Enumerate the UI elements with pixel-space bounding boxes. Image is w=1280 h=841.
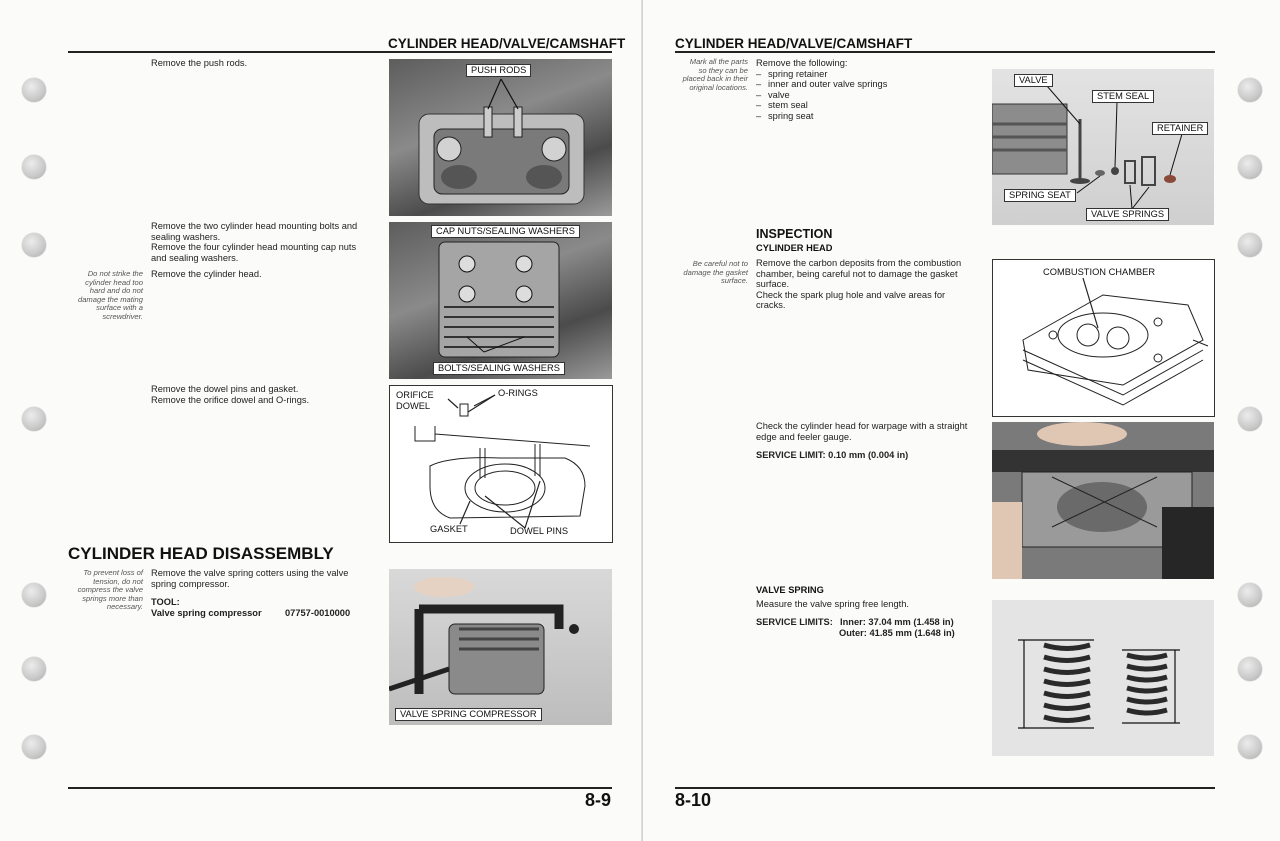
binder-hole	[22, 233, 46, 257]
list-item-text: stem seal	[768, 100, 808, 110]
push-rods-label: PUSH RODS	[466, 64, 531, 77]
binder-hole	[1238, 233, 1262, 257]
header-rule	[68, 51, 612, 53]
footer-rule	[675, 787, 1215, 789]
remove-list	[756, 58, 887, 121]
valve-label: VALVE	[1014, 74, 1053, 87]
note-line: compress the valve	[77, 585, 143, 595]
bolts-label: BOLTS/SEALING WASHERS	[433, 362, 565, 375]
note-line: Mark all the parts	[689, 57, 748, 66]
tool-heading: TOOL:	[151, 597, 180, 607]
note-line: cylinder head too	[85, 277, 143, 287]
note-line: original locations.	[689, 82, 748, 92]
remove-heading: Remove the following:	[756, 58, 848, 68]
binder-hole	[1238, 657, 1262, 681]
note-line: damage the mating	[77, 294, 143, 304]
margin-note-strike	[62, 270, 143, 322]
page-right	[643, 0, 1280, 841]
margin-note-mark-parts	[653, 58, 748, 92]
push-rods-photo	[389, 59, 612, 216]
step-remove-cotters	[151, 568, 383, 589]
service-limits-label: SERVICE LIMITS:	[756, 617, 833, 627]
dowel-pins-label: DOWEL PINS	[510, 526, 569, 536]
dowel-label: DOWEL	[396, 401, 431, 411]
tool-number: 07757-0010000	[285, 608, 351, 618]
inspection-title: INSPECTION	[756, 227, 833, 241]
text-line: Remove the carbon deposits from the combustion	[756, 258, 962, 268]
cap-nuts-label: CAP NUTS/SEALING WASHERS	[431, 225, 580, 238]
note-line: Be careful not to	[692, 259, 748, 268]
note-line: so they can be	[698, 65, 748, 75]
cylinder-head-heading: CYLINDER HEAD	[756, 243, 833, 253]
step-remove-cylinder-head: Remove the cylinder head.	[151, 269, 262, 279]
binder-hole	[22, 407, 46, 431]
compressor-label: VALVE SPRING COMPRESSOR	[395, 708, 542, 721]
text-line: Remove the four cylinder head mounting cap nuts	[151, 242, 357, 252]
cylinder-illustration	[389, 222, 612, 379]
engine-illustration	[389, 59, 612, 216]
binder-hole	[22, 78, 46, 102]
list-item-text: spring retainer	[768, 68, 828, 79]
text-line: spring compressor.	[151, 578, 230, 589]
margin-note-tension	[62, 569, 143, 612]
valve-spring-text: Measure the valve spring free length.	[756, 599, 909, 609]
header-rule	[675, 51, 1215, 53]
list-item-text: valve	[768, 89, 790, 100]
combustion-chamber-label: COMBUSTION CHAMBER	[1043, 267, 1156, 277]
cap-nuts-photo	[389, 222, 612, 379]
binder-hole	[1238, 155, 1262, 179]
warpage-illustration	[992, 422, 1214, 579]
valve-springs-illustration	[992, 600, 1214, 756]
binder-hole	[22, 583, 46, 607]
list-item: – spring seat	[756, 110, 814, 121]
step-remove-dowel-pins	[151, 384, 309, 405]
text-line: Remove the orifice dowel and O-rings.	[151, 394, 310, 405]
text-line: Remove the two cylinder head mounting bolts and	[151, 221, 358, 231]
list-item: – spring retainer	[756, 68, 828, 79]
note-line: surface.	[720, 276, 748, 286]
binder-hole	[1238, 407, 1262, 431]
list-item: – valve	[756, 89, 790, 100]
list-item-text: inner and outer valve springs	[768, 79, 888, 89]
page-number: 8-9	[585, 790, 612, 810]
note-line: damage the gasket	[683, 267, 748, 277]
step-remove-push-rods: Remove the push rods.	[151, 58, 248, 68]
text-line: and sealing washers.	[151, 252, 239, 263]
text-line: sealing washers.	[151, 231, 221, 242]
margin-note-careful	[653, 260, 748, 286]
valve-springs-label: VALVE SPRINGS	[1086, 208, 1169, 221]
note-line: necessary.	[106, 602, 143, 612]
text-line: surface.	[756, 279, 790, 289]
text-line: Check the spark plug hole and valve areas for	[756, 289, 946, 300]
gasket-label: GASKET	[430, 524, 468, 534]
valve-parts-photo	[992, 69, 1214, 225]
retainer-label: RETAINER	[1152, 122, 1208, 135]
note-line: tension, do not	[93, 576, 143, 586]
step-remove-bolts	[151, 221, 383, 263]
binder-hole	[22, 657, 46, 681]
text-line: edge and feeler gauge.	[756, 431, 852, 442]
warpage-text	[756, 421, 988, 442]
binder-hole	[1238, 78, 1262, 102]
service-limit: SERVICE LIMIT: 0.10 mm (0.004 in)	[756, 450, 909, 460]
text-line: Remove the dowel pins and gasket.	[151, 384, 299, 394]
page-header: CYLINDER HEAD/VALVE/CAMSHAFT	[388, 36, 626, 51]
tool-name: Valve spring compressor	[151, 608, 262, 618]
service-limit-inner: Inner: 37.04 mm (1.458 in)	[840, 617, 954, 627]
section-title: CYLINDER HEAD DISASSEMBLY	[68, 544, 334, 563]
compressor-illustration	[389, 569, 612, 725]
text-line: Remove the valve spring cotters using the valve	[151, 568, 349, 578]
note-line: hard and do not	[89, 286, 143, 296]
note-line: screwdriver.	[102, 311, 143, 321]
compressor-photo	[389, 569, 612, 725]
text-line: chamber, being careful not to damage the gasket	[756, 268, 958, 279]
text-line: cracks.	[756, 300, 786, 310]
dowel-gasket-diagram	[389, 385, 613, 543]
o-rings-label: O-RINGS	[498, 388, 538, 398]
combustion-chamber-drawing	[993, 260, 1214, 416]
binder-hole	[1238, 583, 1262, 607]
inspection-text	[756, 258, 986, 311]
note-line: springs more than	[82, 593, 143, 603]
binder-hole	[22, 155, 46, 179]
page-number: 8-10	[675, 790, 712, 810]
binder-hole	[22, 735, 46, 759]
spring-seat-label: SPRING SEAT	[1004, 189, 1076, 202]
text-line: Check the cylinder head for warpage with a straight	[756, 421, 968, 431]
note-line: Do not strike the	[87, 269, 143, 278]
note-line: placed back in their	[682, 74, 748, 84]
page-header: CYLINDER HEAD/VALVE/CAMSHAFT	[675, 36, 913, 51]
note-line: To prevent loss of	[83, 568, 143, 577]
service-limit-outer: Outer: 41.85 mm (1.648 in)	[839, 628, 955, 638]
list-item-text: spring seat	[768, 110, 814, 121]
orifice-label: ORIFICE	[396, 390, 434, 400]
warpage-check-photo	[992, 422, 1214, 579]
list-item: – stem seal	[756, 100, 808, 110]
binder-hole	[1238, 735, 1262, 759]
valve-spring-heading: VALVE SPRING	[756, 585, 824, 595]
valve-springs-photo	[992, 600, 1214, 756]
combustion-chamber-diagram	[992, 259, 1215, 417]
stem-seal-label: STEM SEAL	[1092, 90, 1154, 103]
note-line: surface with a	[96, 303, 143, 313]
list-item: – inner and outer valve springs	[756, 79, 888, 89]
footer-rule	[68, 787, 612, 789]
